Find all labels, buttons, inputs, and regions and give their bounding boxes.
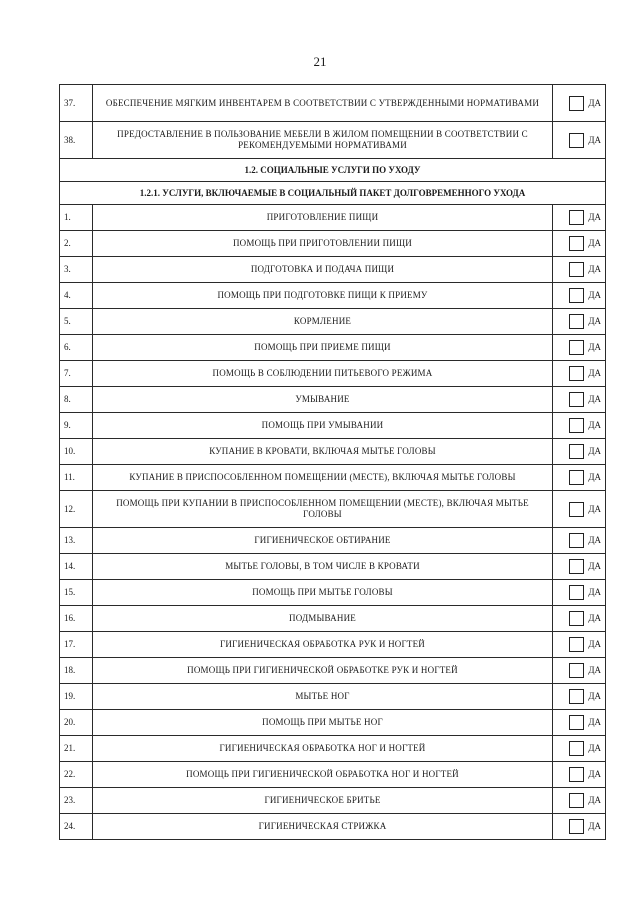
service-name: МЫТЬЕ ГОЛОВЫ, В ТОМ ЧИСЛЕ В КРОВАТИ	[93, 554, 553, 580]
service-row	[60, 736, 606, 762]
yes-checkbox[interactable]	[569, 689, 584, 704]
yes-option	[557, 689, 601, 704]
services-table	[59, 84, 606, 840]
service-name: КУПАНИЕ В КРОВАТИ, ВКЛЮЧАЯ МЫТЬЕ ГОЛОВЫ	[93, 439, 553, 465]
yes-option	[557, 741, 601, 756]
yes-checkbox[interactable]	[569, 611, 584, 626]
row-number: 4.	[60, 283, 93, 309]
service-name: ГИГИЕНИЧЕСКАЯ СТРИЖКА	[93, 814, 553, 840]
row-number: 12.	[60, 491, 93, 528]
yes-label: ДА	[588, 821, 601, 831]
yes-cell	[553, 231, 606, 257]
service-name: ПОМОЩЬ ПРИ УМЫВАНИИ	[93, 413, 553, 439]
row-number: 20.	[60, 710, 93, 736]
yes-option	[557, 637, 601, 652]
yes-option	[557, 502, 601, 517]
yes-option	[557, 314, 601, 329]
service-name: МЫТЬЕ НОГ	[93, 684, 553, 710]
yes-checkbox[interactable]	[569, 767, 584, 782]
row-number: 14.	[60, 554, 93, 580]
yes-cell	[553, 309, 606, 335]
yes-cell	[553, 528, 606, 554]
yes-option	[557, 288, 601, 303]
row-number: 11.	[60, 465, 93, 491]
row-number: 23.	[60, 788, 93, 814]
yes-label: ДА	[588, 561, 601, 571]
service-name: ГИГИЕНИЧЕСКАЯ ОБРАБОТКА НОГ И НОГТЕЙ	[93, 736, 553, 762]
row-number: 19.	[60, 684, 93, 710]
yes-checkbox[interactable]	[569, 236, 584, 251]
service-row	[60, 658, 606, 684]
yes-option	[557, 133, 601, 148]
service-name: ПОМОЩЬ ПРИ КУПАНИИ В ПРИСПОСОБЛЕННОМ ПОМЕЩЕНИИ (МЕСТЕ), ВКЛЮЧАЯ МЫТЬЕ ГОЛОВЫ	[93, 491, 553, 528]
yes-checkbox[interactable]	[569, 533, 584, 548]
service-name: КОРМЛЕНИЕ	[93, 309, 553, 335]
service-name: ГИГИЕНИЧЕСКОЕ БРИТЬЕ	[93, 788, 553, 814]
yes-option	[557, 210, 601, 225]
yes-option	[557, 96, 601, 111]
service-row	[60, 309, 606, 335]
service-name: ПОМОЩЬ ПРИ ПРИГОТОВЛЕНИИ ПИЩИ	[93, 231, 553, 257]
service-row	[60, 413, 606, 439]
yes-checkbox[interactable]	[569, 314, 584, 329]
yes-checkbox[interactable]	[569, 793, 584, 808]
yes-option	[557, 366, 601, 381]
section-title: 1.2. СОЦИАЛЬНЫЕ УСЛУГИ ПО УХОДУ	[60, 159, 606, 182]
yes-label: ДА	[588, 472, 601, 482]
row-number: 38.	[60, 122, 93, 159]
yes-option	[557, 418, 601, 433]
service-row	[60, 257, 606, 283]
yes-checkbox[interactable]	[569, 470, 584, 485]
yes-cell	[553, 335, 606, 361]
yes-checkbox[interactable]	[569, 210, 584, 225]
service-name: ГИГИЕНИЧЕСКАЯ ОБРАБОТКА РУК И НОГТЕЙ	[93, 632, 553, 658]
yes-label: ДА	[588, 97, 601, 108]
yes-cell	[553, 736, 606, 762]
row-number: 6.	[60, 335, 93, 361]
service-name: ПОДГОТОВКА И ПОДАЧА ПИЩИ	[93, 257, 553, 283]
yes-label: ДА	[588, 394, 601, 404]
yes-cell	[553, 361, 606, 387]
row-number: 37.	[60, 85, 93, 122]
yes-option	[557, 470, 601, 485]
yes-label: ДА	[588, 368, 601, 378]
yes-cell	[553, 632, 606, 658]
yes-cell	[553, 491, 606, 528]
service-name: ОБЕСПЕЧЕНИЕ МЯГКИМ ИНВЕНТАРЕМ В СООТВЕТСТВИИ С УТВЕРЖДЕННЫМИ НОРМАТИВАМИ	[93, 85, 553, 122]
service-row	[60, 361, 606, 387]
service-name: ПОДМЫВАНИЕ	[93, 606, 553, 632]
yes-cell	[553, 283, 606, 309]
yes-cell	[553, 205, 606, 231]
yes-cell	[553, 554, 606, 580]
row-number: 2.	[60, 231, 93, 257]
service-row	[60, 387, 606, 413]
yes-option	[557, 585, 601, 600]
yes-label: ДА	[588, 316, 601, 326]
service-name: ПРИГОТОВЛЕНИЕ ПИЩИ	[93, 205, 553, 231]
yes-cell	[553, 814, 606, 840]
service-row	[60, 465, 606, 491]
row-number: 13.	[60, 528, 93, 554]
service-row	[60, 205, 606, 231]
service-row	[60, 554, 606, 580]
yes-cell	[553, 762, 606, 788]
yes-option	[557, 559, 601, 574]
service-row	[60, 85, 606, 122]
service-name: ПОМОЩЬ ПРИ МЫТЬЕ НОГ	[93, 710, 553, 736]
yes-label: ДА	[588, 420, 601, 430]
yes-label: ДА	[588, 264, 601, 274]
service-name: ПОМОЩЬ ПРИ ГИГИЕНИЧЕСКОЙ ОБРАБОТКЕ РУК И НОГТЕЙ	[93, 658, 553, 684]
yes-cell	[553, 684, 606, 710]
service-row	[60, 439, 606, 465]
yes-label: ДА	[588, 613, 601, 623]
service-row	[60, 580, 606, 606]
row-number: 8.	[60, 387, 93, 413]
service-row	[60, 762, 606, 788]
yes-label: ДА	[588, 134, 601, 145]
row-number: 22.	[60, 762, 93, 788]
yes-checkbox[interactable]	[569, 502, 584, 517]
service-name: ПОМОЩЬ ПРИ ПОДГОТОВКЕ ПИЩИ К ПРИЕМУ	[93, 283, 553, 309]
yes-cell	[553, 710, 606, 736]
section-title-row	[60, 159, 606, 182]
page-number: 21	[313, 54, 327, 69]
yes-checkbox[interactable]	[569, 444, 584, 459]
row-number: 16.	[60, 606, 93, 632]
subsection-title-row	[60, 182, 606, 205]
service-row	[60, 606, 606, 632]
yes-checkbox[interactable]	[569, 288, 584, 303]
yes-option	[557, 340, 601, 355]
service-name: ПОМОЩЬ ПРИ ГИГИЕНИЧЕСКОЙ ОБРАБОТКА НОГ И НОГТЕЙ	[93, 762, 553, 788]
service-name: ГИГИЕНИЧЕСКОЕ ОБТИРАНИЕ	[93, 528, 553, 554]
yes-cell	[553, 580, 606, 606]
service-name: ПОМОЩЬ ПРИ МЫТЬЕ ГОЛОВЫ	[93, 580, 553, 606]
yes-checkbox[interactable]	[569, 418, 584, 433]
yes-label: ДА	[588, 639, 601, 649]
service-row	[60, 632, 606, 658]
row-number: 18.	[60, 658, 93, 684]
row-number: 5.	[60, 309, 93, 335]
yes-option	[557, 793, 601, 808]
services-table-body	[60, 85, 606, 840]
service-row	[60, 814, 606, 840]
yes-checkbox[interactable]	[569, 340, 584, 355]
service-name: ПОМОЩЬ ПРИ ПРИЕМЕ ПИЩИ	[93, 335, 553, 361]
service-name: ПРЕДОСТАВЛЕНИЕ В ПОЛЬЗОВАНИЕ МЕБЕЛИ В ЖИЛОМ ПОМЕЩЕНИИ В СООТВЕТСТВИИ С РЕКОМЕНДУЕМЫМИ НОРМАТИВАМИ	[93, 122, 553, 159]
service-row	[60, 231, 606, 257]
service-row	[60, 335, 606, 361]
yes-checkbox[interactable]	[569, 637, 584, 652]
subsection-title: 1.2.1. УСЛУГИ, ВКЛЮЧАЕМЫЕ В СОЦИАЛЬНЫЙ ПАКЕТ ДОЛГОВРЕМЕННОГО УХОДА	[60, 182, 606, 205]
service-row	[60, 788, 606, 814]
yes-cell	[553, 658, 606, 684]
yes-cell	[553, 413, 606, 439]
yes-cell	[553, 85, 606, 122]
yes-checkbox[interactable]	[569, 366, 584, 381]
yes-option	[557, 262, 601, 277]
yes-label: ДА	[588, 769, 601, 779]
yes-checkbox[interactable]	[569, 133, 584, 148]
service-row	[60, 491, 606, 528]
yes-label: ДА	[588, 717, 601, 727]
service-row	[60, 528, 606, 554]
service-row	[60, 122, 606, 159]
yes-label: ДА	[588, 535, 601, 545]
yes-label: ДА	[588, 587, 601, 597]
row-number: 7.	[60, 361, 93, 387]
yes-checkbox[interactable]	[569, 262, 584, 277]
yes-label: ДА	[588, 290, 601, 300]
yes-label: ДА	[588, 342, 601, 352]
service-name: УМЫВАНИЕ	[93, 387, 553, 413]
service-row	[60, 283, 606, 309]
yes-option	[557, 236, 601, 251]
yes-option	[557, 611, 601, 626]
row-number: 17.	[60, 632, 93, 658]
yes-label: ДА	[588, 691, 601, 701]
yes-option	[557, 819, 601, 834]
row-number: 9.	[60, 413, 93, 439]
row-number: 15.	[60, 580, 93, 606]
service-row	[60, 684, 606, 710]
yes-cell	[553, 257, 606, 283]
yes-checkbox[interactable]	[569, 96, 584, 111]
service-name: КУПАНИЕ В ПРИСПОСОБЛЕННОМ ПОМЕЩЕНИИ (МЕСТЕ), ВКЛЮЧАЯ МЫТЬЕ ГОЛОВЫ	[93, 465, 553, 491]
yes-checkbox[interactable]	[569, 663, 584, 678]
yes-option	[557, 663, 601, 678]
yes-label: ДА	[588, 212, 601, 222]
yes-cell	[553, 788, 606, 814]
yes-cell	[553, 122, 606, 159]
yes-option	[557, 767, 601, 782]
row-number: 1.	[60, 205, 93, 231]
yes-cell	[553, 465, 606, 491]
yes-option	[557, 715, 601, 730]
yes-label: ДА	[588, 665, 601, 675]
yes-checkbox[interactable]	[569, 741, 584, 756]
yes-label: ДА	[588, 238, 601, 248]
yes-option	[557, 444, 601, 459]
service-name: ПОМОЩЬ В СОБЛЮДЕНИИ ПИТЬЕВОГО РЕЖИМА	[93, 361, 553, 387]
yes-checkbox[interactable]	[569, 585, 584, 600]
yes-checkbox[interactable]	[569, 392, 584, 407]
yes-option	[557, 533, 601, 548]
row-number: 21.	[60, 736, 93, 762]
row-number: 10.	[60, 439, 93, 465]
row-number: 3.	[60, 257, 93, 283]
yes-label: ДА	[588, 795, 601, 805]
yes-cell	[553, 606, 606, 632]
yes-cell	[553, 387, 606, 413]
yes-label: ДА	[588, 743, 601, 753]
yes-label: ДА	[588, 503, 601, 514]
service-row	[60, 710, 606, 736]
yes-option	[557, 392, 601, 407]
row-number: 24.	[60, 814, 93, 840]
yes-checkbox[interactable]	[569, 559, 584, 574]
yes-cell	[553, 439, 606, 465]
yes-label: ДА	[588, 446, 601, 456]
yes-checkbox[interactable]	[569, 819, 584, 834]
yes-checkbox[interactable]	[569, 715, 584, 730]
